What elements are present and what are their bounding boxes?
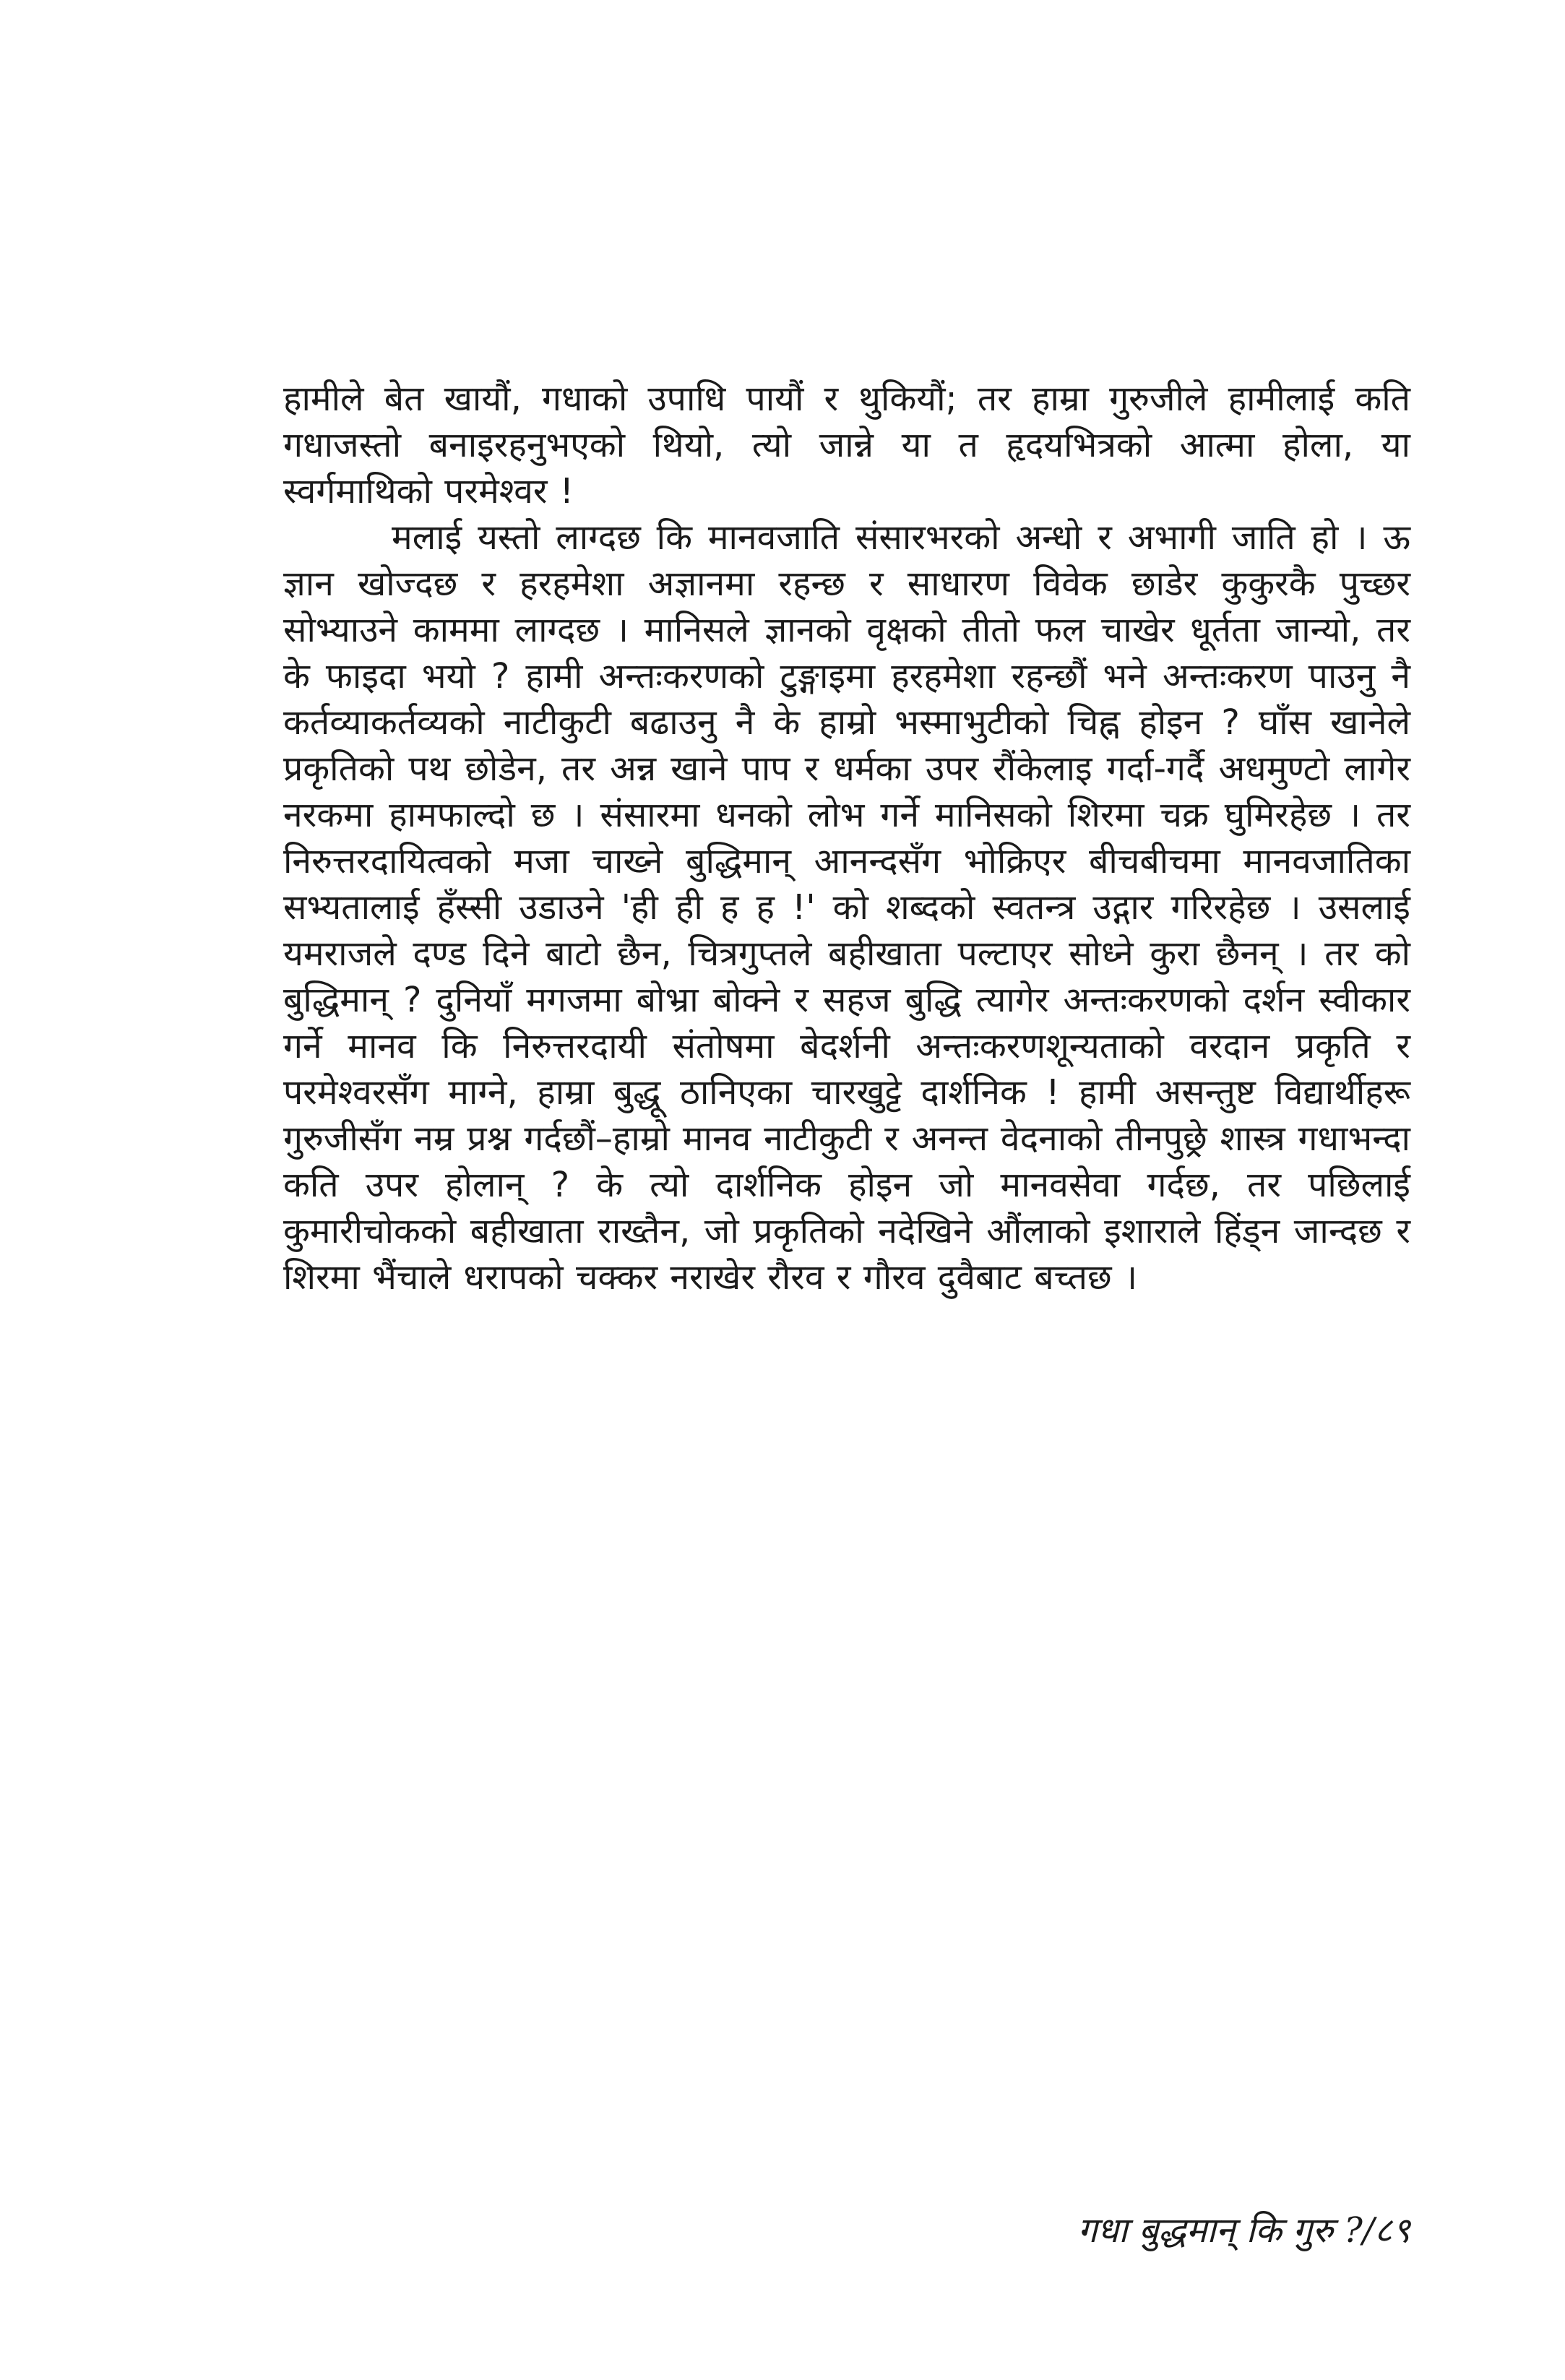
page-number: ८९ xyxy=(1374,2210,1410,2251)
paragraph-1: हामीले बेत खायौं, गधाको उपाधि पायौं र थुकियौं; तर हाम्रा गुरुजीले हामीलाई कति गधाजस्तो बनाइरहनुभएको थियो, त्यो जान्ने या त हृदयभित्रको आत्मा होला, या स्वर्गमाथिको परमेश्वर ! xyxy=(283,379,1410,512)
paragraph-2: मलाई यस्तो लाग्दछ कि मानवजाति संसारभरको अन्धो र अभागी जाति हो । ऊ ज्ञान खोज्दछ र हरहमेशा अज्ञानमा रहन्छ र साधारण विवेक छाडेर कुकुरकै पुच्छर सोभ्याउने काममा लाग्दछ । मानिसले ज्ञानको वृक्षको तीतो फल चाखेर धूर्तता जान्यो, तर के फाइदा भयो ? हामी अन्तःकरणको टुङ्गाइमा हरहमेशा रहन्छौं भने अन्तःकरण पाउनु नै कर्तव्याकर्तव्यको नाटीकुटी बढाउनु नै के हाम्रो भस्माभुटीको चिह्न होइन ? घाँस खानेले प्रकृतिको पथ छोडेन, तर अन्न खाने पाप र धर्मका उपर रौंकेलाइ गर्दा-गर्दै अधमुण्टो लागेर नरकमा हामफाल्दो छ । संसारमा धनको लोभ गर्ने मानिसको शिरमा चक्र घुमिरहेछ । तर निरुत्तरदायित्वको मजा चाख्ने बुद्धिमान् आनन्दसँग भोक्रिएर बीचबीचमा मानवजातिका सभ्यतालाई हँस्सी उडाउने 'ही ही ह ह !' को शब्दको स्वतन्त्र उद्गार गरिरहेछ । उसलाई यमराजले दण्ड दिने बाटो छैन, चित्रगुप्तले बहीखाता पल्टाएर सोध्ने कुरा छैनन् । तर को बुद्धिमान् ? दुनियाँ मगजमा बोभ्रा बोक्ने र सहज बुद्धि त्यागेर अन्तःकरणको दर्शन स्वीकार गर्ने मानव कि निरुत्तरदायी संतोषमा बेदर्शनी अन्तःकरणशून्यताको वरदान प्रकृति र परमेश्वरसँग माग्ने, हाम्रा बुद्धू ठानिएका चारखुट्टे दार्शनिक ! हामी असन्तुष्ट विद्यार्थीहरू गुरुजीसँग नम्र प्रश्न गर्दछौं–हाम्रो मानव नाटीकुटी र अनन्त वेदनाको तीनपुछ्रे शास्त्र गधाभन्दा कति उपर होलान् ? के त्यो दार्शनिक होइन जो मानवसेवा गर्दछ, तर पछिलाई कुमारीचोकको बहीखाता राख्तैन, जो प्रकृतिको नदेखिने औंलाको इशाराले हिंड्न जान्दछ र शिरमा भैंचाले धरापको चक्कर नराखेर रौरव र गौरव दुवैबाट बच्तछ । xyxy=(283,517,1410,1298)
body-text xyxy=(283,376,1410,1301)
running-title: गधा बुद्धमान् कि गुरु ? xyxy=(1077,2210,1363,2251)
footer-separator: / xyxy=(1362,2210,1375,2251)
page-footer xyxy=(1078,2207,1410,2254)
